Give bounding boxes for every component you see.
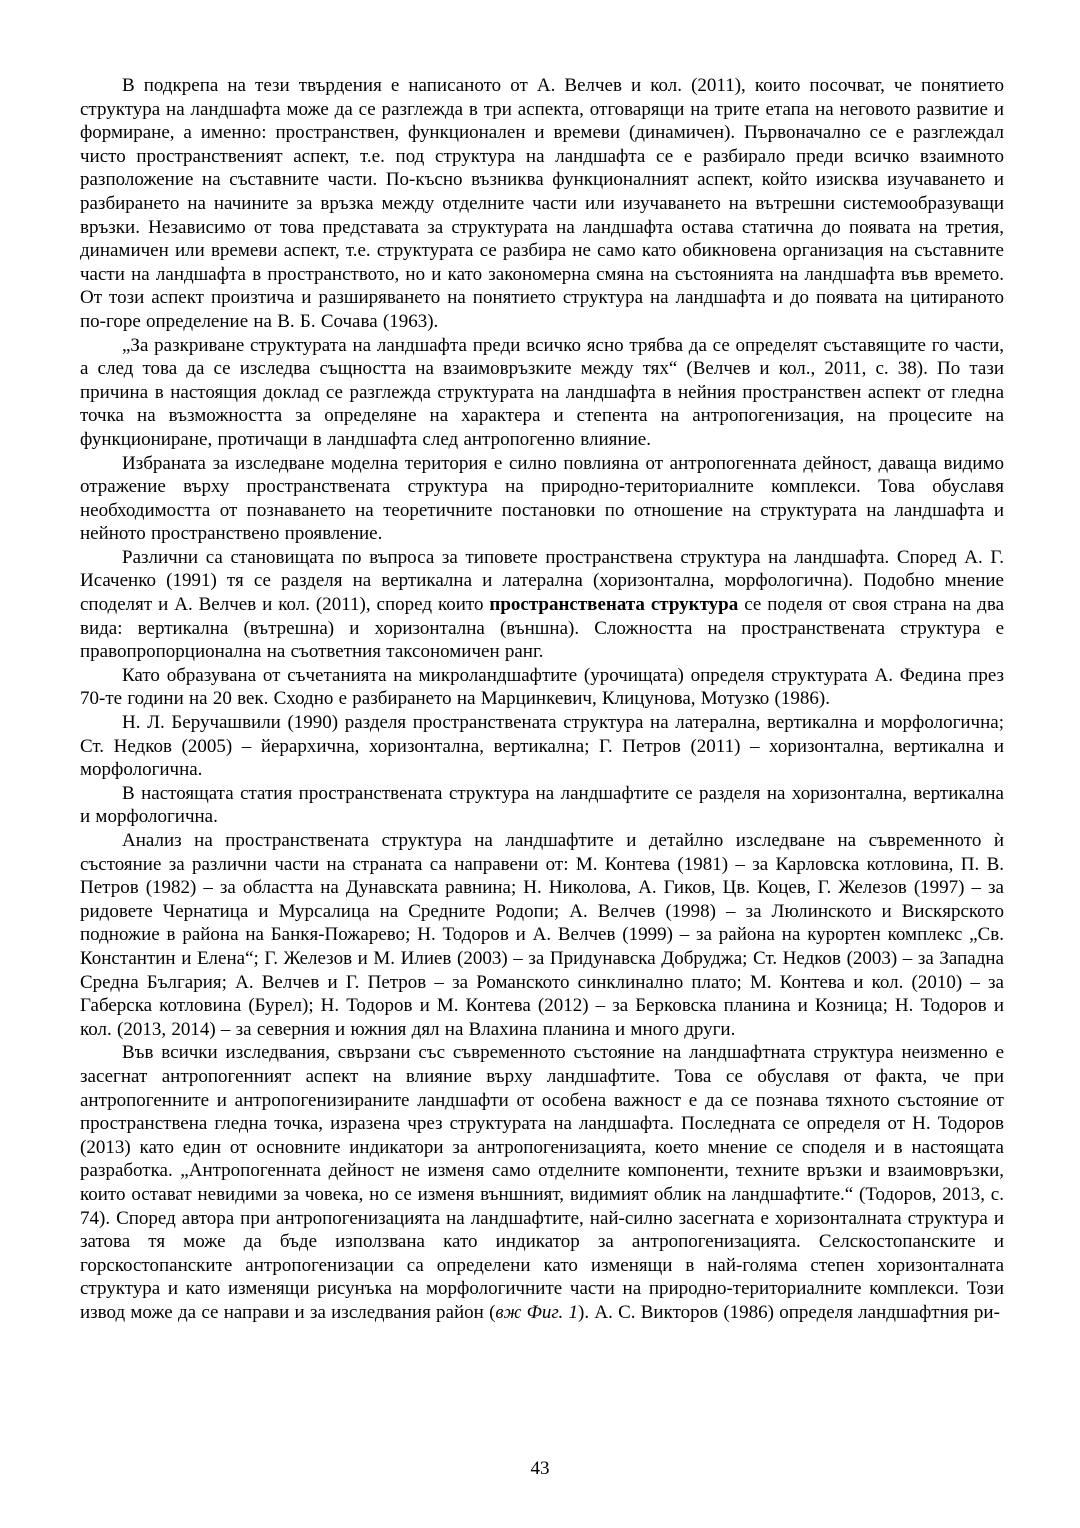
paragraph	[80, 782, 1004, 829]
paragraph	[80, 546, 1004, 664]
page-number: 43	[530, 1458, 550, 1479]
italic-text: вж Фиг. 1	[495, 1301, 579, 1323]
body-text: „За разкриване структурата на ландшафта преди всичко ясно трябва да се определят съставящите го части, а след това да се изследва същността на взаимовръзките между тях“ (Велчев и кол., 2011, с. 38). По тази причина в настоящия доклад се разглежда структурата на ландшафта в нейния пространствен аспект от гледна точка на възможността за определяне на характера и степента на антропогенизация, на процесите на функциониране, протичащи в ландшафта след антропогенно влияние.	[80, 334, 1004, 450]
body-text: Избраната за изследване моделна територия е силно повлияна от антропогенната дейност, даваща видимо отражение върху пространствената структура на природно-териториалните комплекси. Това обуславя необходимостта от познаването на теоретичните постановки по отношение на структурата на ландшафта и нейното пространствено проявление.	[80, 452, 1004, 545]
paragraph	[80, 74, 1004, 334]
paragraph	[80, 711, 1004, 782]
body-text: Като образувана от съчетанията на микроландшафтите (урочищата) определя структурата А. Федина през 70-те години на 20 век. Сходно е разбирането на Марцинкевич, Клицунова, Мотузко (1986).	[80, 664, 1004, 710]
paragraph	[80, 452, 1004, 546]
body-text: Различни са становищата по въпроса за типовете пространствена структура на ландшафта. Според А. Г. Исаченко (1991) тя се разделя на вертикална и латерална (хоризонтална, морфологична). Подобно мнение споделят и А. Велчев и кол. (2011), според които	[80, 546, 1004, 616]
body-text: Анализ на пространствената структура на ландшафтите и детайлно изследване на съвременното ѝ състояние за различни части на страната са направени от: М. Контева (1981) – за Карловска котловина, П. В. Петров (1982) – за областта на Дунавската равнина; Н. Николова, А. Гиков, Цв. Коцев, Г. Железов (1997) – за ридовете Чернатица и Мурсалица на Средните Родопи; А. Велчев (1998) – за Люлинското и Вискярското подножие в района на Банкя-Пожарево; Н. Тодоров и А. Велчев (1999) – за района на курортен комплекс „Св. Константин и Елена“; Г. Железов и М. Илиев (2003) – за Придунавска Добруджа; Ст. Недков (2003) – за Западна Средна България; А. Велчев и Г. Петров – за Романското синклинално плато; М. Контева и кол. (2010) – за Габерска котловина (Бурел); Н. Тодоров и М. Контева (2012) – за Берковска планина и Козница; Н. Тодоров и кол. (2013, 2014) – за северния и южния дял на Влахина планина и много други.	[80, 830, 1004, 1040]
paragraph	[80, 1041, 1004, 1324]
body-text: ). А. С. Викторов (1986) определя ландшафтния ри-	[578, 1301, 1000, 1323]
bold-text: пространствената структура	[489, 594, 739, 616]
body-text: В настоящата статия пространствената структура на ландшафтите се разделя на хоризонтална, вертикална и морфологична.	[80, 782, 1004, 828]
body-text: се поделя от своя страна на два вида: вертикална (вътрешна) и хоризонтална (външна). Сложността на пространствената структура е правопропорционална на съответния таксономичен ранг.	[80, 594, 1005, 663]
body-text: В подкрепа на тези твърдения е написаното от А. Велчев и кол. (2011), които посочват, че понятието структура на ландшафта може да се разглежда в три аспекта, отговарящи на трите етапа на неговото развитие и формиране, а именно: пространствен, функционален и времеви (динамичен). Първоначално се е разглеждал чисто пространственият аспект, т.е. под структура на ландшафта се е разбирало преди всичко взаимното разположение на съставните части. По-късно възниква функционалният аспект, който изисква изучаването и разбирането на начините за връзка между отделните части или изучаването на вътрешни системообразуващи връзки. Независимо от това представата за структурата на ландшафта остава статична до появата на третия, динамичен или времеви аспект, т.е. структурата се разбира не само като обикновена организация на съставните части на ландшафта в пространството, но и като закономерна смяна на състоянията на ландшафта във времето. От този аспект произтича и разширяването на понятието структура на ландшафта и до появата на цитираното по-горе определение на В. Б. Сочава (1963).	[80, 75, 1004, 332]
body-text: Н. Л. Беручашвили (1990) разделя пространствената структура на латерална, вертикална и морфологична; Ст. Недков (2005) – йерархична, хоризонтална, вертикална; Г. Петров (2011) – хоризонтална, вертикална и морфологична.	[80, 712, 1004, 781]
article-body	[80, 74, 1004, 1324]
body-text: Във всички изследвания, свързани със съвременното състояние на ландшафтната структура неизменно е засегнат антропогенният аспект на влияние върху ландшафтите. Това се обуславя от факта, че при антропогенните и антропогенизираните ландшафти от особена важност е да се познава тяхното състояние от пространствена гледна точка, изразена чрез структурата на ландшафта. Последната се определя от Н. Тодоров (2013) като един от основните индикатори за антропогенизацията, което мнение се споделя и в настоящата разработка. „Антропогенната дейност не изменя само отделните компоненти, техните връзки и взаимовръзки, които остават невидими за човека, но се изменя външният, видимият облик на ландшафтите.“ (Тодоров, 2013, с. 74). Според автора при антропогенизацията на ландшафтите, най-силно засегната е хоризонталната структура и затова тя може да бъде използвана като индикатор за антропогенизацията. Селскостопанските и горскостопанските антропогенизации са определени като изменящи в най-голяма степен хоризонталната структура и като изменящи рисунъка на морфологичните части на природно-териториалните комплекси. Този извод може да се направи и за изследвания район (	[80, 1042, 1004, 1323]
paragraph	[80, 664, 1004, 711]
paragraph	[80, 829, 1004, 1041]
paragraph	[80, 334, 1004, 452]
